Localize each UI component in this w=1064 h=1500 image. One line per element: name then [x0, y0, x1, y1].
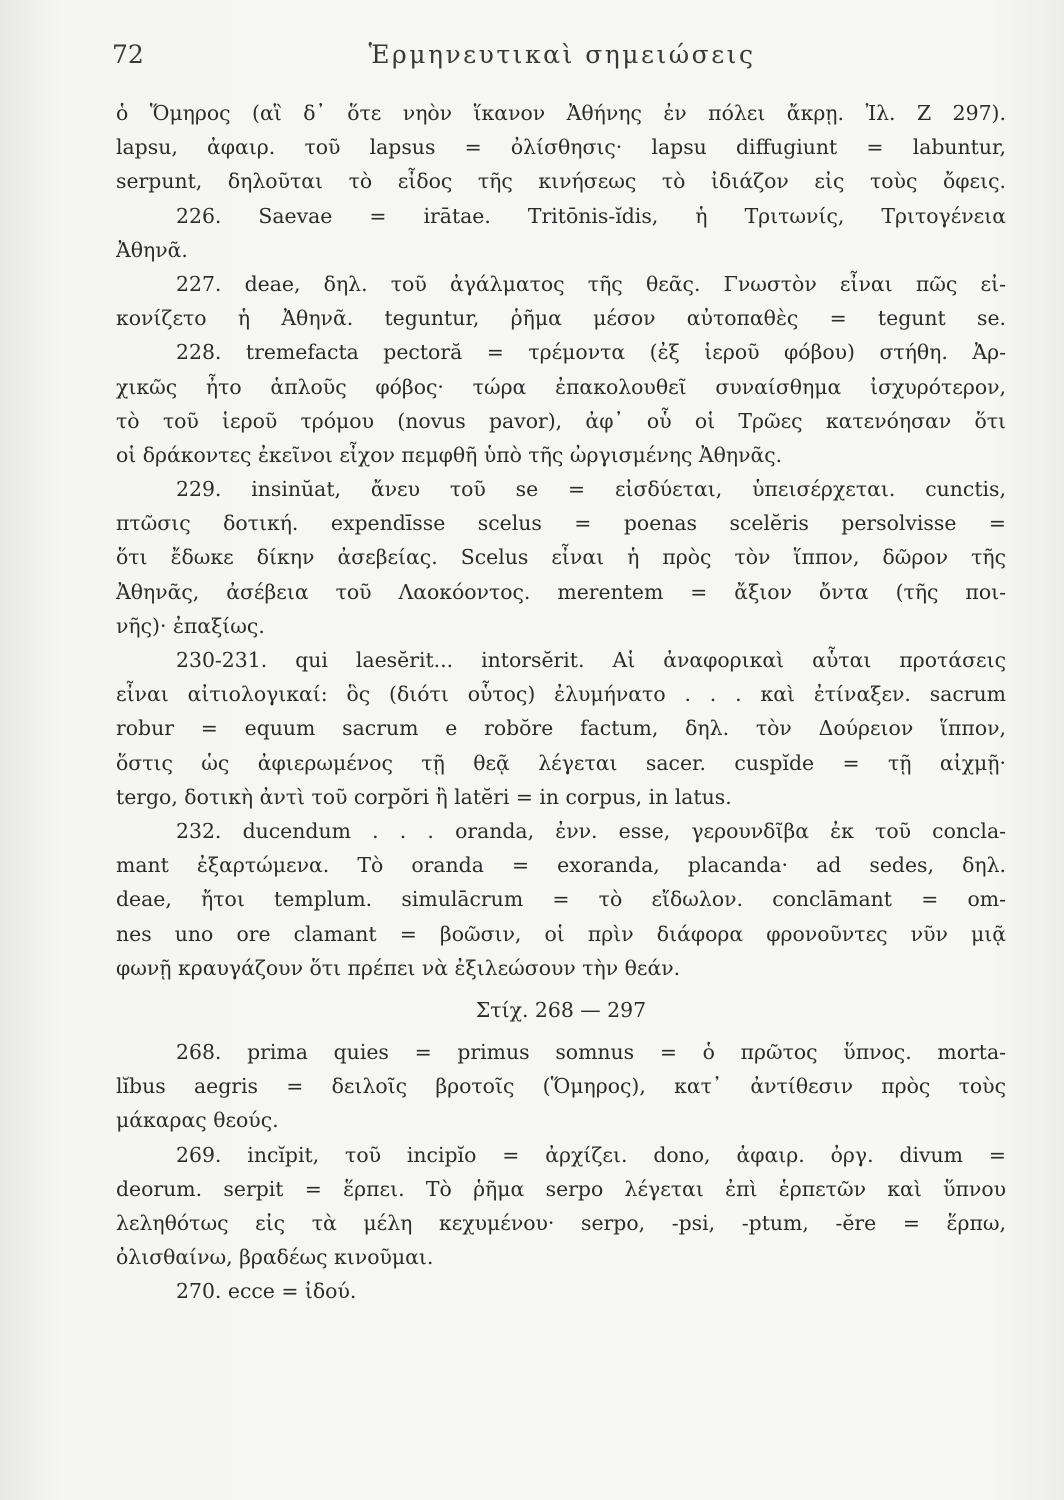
text-line: μάκαρας θεούς. — [116, 1108, 279, 1133]
text-line: 228. tremefacta pectoră = τρέμοντα (ἐξ ἱεροῦ φόβου) στήθη. Ἀρ- — [176, 340, 1006, 365]
text-line: λεληθότως εἰς τὰ μέλη κεχυμένου· serpo, -psi, -ptum, -ĕre = ἕρπω, — [116, 1211, 1006, 1235]
commentary-text — [116, 96, 1006, 1309]
text-line: πτῶσις δοτική. expendīsse scelus = poenas scelĕris persolvisse = — [116, 511, 1006, 536]
text-line: ὅτι ἔδωκε δίκην ἀσεβείας. Scelus εἶναι ἡ πρὸς τὸν ἵππον, δῶρον τῆς — [116, 545, 1006, 570]
text-line: deorum. serpit = ἕρπει. Τὸ ῥῆμα serpo λέγεται ἐπὶ ἑρπετῶν καὶ ὕπνου — [116, 1176, 1006, 1201]
text-line: mant ἐξαρτώμενα. Τὸ oranda = exoranda, placanda· ad sedes, δηλ. — [116, 853, 1006, 878]
text-line: ὀλισθαίνω, βραδέως κινοῦμαι. — [116, 1245, 434, 1270]
text-line: χικῶς ἦτο ἁπλοῦς φόβος· τώρα ἐπακολουθεῖ συναίσθημα ἰσχυρότερον, — [116, 374, 1006, 399]
text-line: φωνῇ κραυγάζουν ὅτι πρέπει νὰ ἐξιλεώσουν τὴν θεάν. — [116, 955, 681, 980]
text-line: lapsu, ἀφαιρ. τοῦ lapsus = ὀλίσθησις· lapsu diffugiunt = labuntur, — [116, 135, 1006, 160]
text-line: Ἀθηνᾶς, ἀσέβεια τοῦ Λαοκόοντος. merentem = ἄξιον ὄντα (τῆς ποι- — [116, 579, 1006, 604]
text-line: 268. prima quies = primus somnus = ὁ πρῶτος ὕπνος. morta- — [176, 1040, 1006, 1065]
text-line: robur = equum sacrum e robŏre factum, δηλ. τὸν Δούρειον ἵππον, — [116, 716, 1006, 741]
text-line: ὁ Ὅμηρος (αἳ δ᾽ ὅτε νηὸν ἵκανον Ἀθήνης ἐν πόλει ἄκρῃ. Ἰλ. Ζ 297). — [116, 101, 1006, 125]
text-line: 227. deae, δηλ. τοῦ ἀγάλματος τῆς θεᾶς. Γνωστὸν εἶναι πῶς εἰ- — [176, 271, 1006, 296]
text-line: Ἀθηνᾶ. — [116, 237, 188, 262]
text-line: εἶναι αἰτιολογικαί: ὃς (διότι οὗτος) ἐλυμήνατο . . . καὶ ἐτίναξεν. sacrum — [116, 682, 1006, 707]
text-line: 230-231. qui laesĕrit... intorsĕrit. Αἱ ἀναφορικαὶ αὗται προτάσεις — [176, 648, 1006, 672]
text-line: νῆς)· ἐπαξίως. — [116, 613, 265, 638]
text-line: 226. Saevae = irātae. Tritōnis-ĭdis, ἡ Τριτωνίς, Τριτογένεια — [176, 203, 1006, 228]
text-line: serpunt, δηλοῦται τὸ εἶδος τῆς κινήσεως τὸ ἰδιάζον εἰς τοὺς ὄφεις. — [116, 169, 1006, 194]
page-header — [112, 38, 1002, 78]
text-line: τὸ τοῦ ἱεροῦ τρόμου (novus pavor), ἀφ᾽ οὗ οἱ Τρῶες κατενόησαν ὅτι — [116, 408, 1006, 433]
text-line: ὅστις ὡς ἀφιερωμένος τῇ θεᾷ λέγεται sacer. cuspĭde = τῇ αἰχμῇ· — [116, 750, 1006, 775]
section-heading: Στίχ. 268 — 297 — [475, 997, 647, 1022]
text-line: οἱ δράκοντες ἐκεῖνοι εἶχον πεμφθῆ ὑπὸ τῆς ὠργισμένης Ἀθηνᾶς. — [116, 442, 783, 467]
text-line: 269. incĭpit, τοῦ incipĭo = ἀρχίζει. dono, ἀφαιρ. ὀργ. divum = — [176, 1142, 1006, 1167]
text-line: 232. ducendum . . . oranda, ἐνν. esse, γερουνδῖβα ἐκ τοῦ concla- — [176, 818, 1006, 843]
text-line: 270. ecce = ἰδού. — [176, 1279, 357, 1304]
text-line: κονίζετο ἡ Ἀθηνᾶ. teguntur, ῥῆμα μέσον αὐτοπαθὲς = tegunt se. — [116, 306, 1006, 331]
text-line: lĭbus aegris = δειλοῖς βροτοῖς (Ὅμηρος), κατ᾽ ἀντίθεσιν πρὸς τοὺς — [116, 1074, 1006, 1099]
text-line: nes uno ore clamant = βοῶσιν, οἱ πρὶν διάφορα φρονοῦντες νῦν μιᾷ — [116, 921, 1006, 946]
running-head: Ἑρμηνευτικαὶ σημειώσεις — [368, 40, 756, 69]
text-line: tergo, δοτικὴ ἀντὶ τοῦ corpŏri ἢ latĕri = in corpus, in latus. — [116, 784, 732, 809]
text-line: deae, ἤτοι templum. simulācrum = τὸ εἴδωλον. conclāmant = om- — [116, 887, 1006, 912]
page-number: 72 — [112, 40, 144, 69]
text-line: 229. insinŭat, ἄνευ τοῦ se = εἰσδύεται, ὑπεισέρχεται. cunctis, — [176, 477, 1006, 502]
